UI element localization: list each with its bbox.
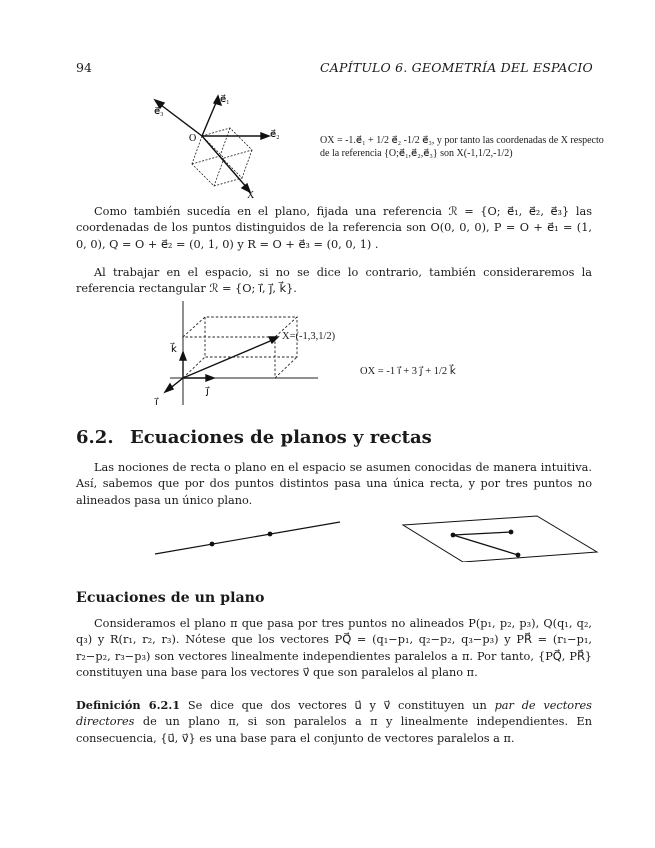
- paragraph1-text: Como también sucedía en el plano, fijada una referencia ℛ = {O; e⃗₁, e⃗₂, e⃗₃} las coordenadas de los puntos distinguidos de la referencia son O(0, 0, 0), P = O + e⃗₁ = (1, 0, 0), Q = O + e⃗₂ = (0, 1, 0) y R = O + e⃗₃ = (0, 0, 1) .: [76, 205, 592, 251]
- figure1-caption-line1: OX = -1.e⃗₁ + 1/2 e⃗₂ -1/2 e⃗₃, y por tanto las coordenadas de X respecto: [320, 135, 604, 146]
- figure-line-and-plane: [150, 512, 600, 562]
- paragraph2-text: Al trabajar en el espacio, si no se dice lo contrario, también consideraremos la referencia rectangular ℛ = {O; i⃗, j⃗, k⃗}.: [76, 266, 592, 296]
- figure3-line-point-b: [268, 532, 273, 537]
- figure-rectangular-box: [150, 297, 325, 412]
- figure1-caption: [320, 134, 604, 160]
- definition-term: par de vectores directores: [76, 699, 592, 729]
- paragraph-notions: [76, 460, 592, 509]
- figure2-label-j: j⃗: [206, 386, 209, 397]
- figure3-plane-segment-1: [453, 532, 511, 535]
- definition-text-before: Se dice que dos vectores u⃗ y v⃗ constituyen un: [180, 699, 495, 712]
- paragraph3-text: Las nociones de recta o plano en el espacio se asumen conocidas de manera intuitiva. Así, sabemos que por dos puntos distintos pasa una única recta, y por tres puntos no alineados pasa un único plano.: [76, 461, 592, 507]
- paragraph-rectangular-reference: [76, 265, 592, 298]
- vector-e3-line: [157, 102, 202, 136]
- vector-ox2-line: [183, 339, 275, 378]
- section-title: Ecuaciones de planos y rectas: [130, 427, 432, 448]
- definition-block: [76, 697, 592, 747]
- vector-k-arrowhead: [180, 352, 186, 360]
- figure1-label-e3: e⃗₃: [154, 106, 164, 117]
- figure-oblique-basis: [140, 88, 290, 200]
- figure2-point-label: X=(-1,3,1/2): [282, 331, 336, 342]
- running-title: CAPÍTULO 6. GEOMETRÍA DEL ESPACIO: [320, 60, 593, 75]
- figure1-label-O: O: [189, 133, 197, 144]
- vector-ox2-arrowhead: [269, 337, 278, 343]
- definition-text-after: de un plano π, si son paralelos a π y linealmente independientes. En consecuencia, {u⃗, v⃗} es una base para el conjunto de vectores paralelos a π.: [76, 715, 592, 745]
- figure2-box: [183, 317, 297, 378]
- figure3-plane-point-q: [509, 530, 514, 535]
- figure2-label-k: k⃗: [171, 344, 177, 355]
- figure3-plane-point-p: [451, 533, 456, 538]
- figure3-line: [155, 522, 340, 554]
- figure1-label-e2: e⃗₂: [270, 129, 280, 140]
- section-heading: [76, 427, 432, 448]
- vector-j-arrowhead: [206, 375, 214, 381]
- page-number: 94: [76, 60, 92, 75]
- figure1-label-e1: e⃗₁: [220, 94, 230, 105]
- paragraph-reference-coordinates: [76, 204, 592, 253]
- vector-e2-arrowhead: [261, 133, 269, 139]
- section-number: 6.2.: [76, 427, 114, 448]
- vector-i-arrowhead: [165, 384, 173, 392]
- figure1-label-X: X: [247, 190, 255, 200]
- paragraph-plane-vectors: [76, 616, 592, 681]
- figure3-plane-point-r: [516, 553, 521, 558]
- figure3-line-point-a: [210, 542, 215, 547]
- figure2-equation: OX = -1 i⃗ + 3 j⃗ + 1/2 k⃗: [360, 366, 456, 377]
- figure1-caption-line2: de la referencia {O;e⃗₁,e⃗₂,e⃗₃} son X(-1,1/2,-1/2): [320, 148, 513, 159]
- figure3-plane-segment-2: [453, 535, 518, 555]
- figure2-label-i: i⃗: [155, 397, 158, 408]
- figure3-plane: [403, 516, 597, 562]
- paragraph4-text: Consideramos el plano π que pasa por tres puntos no alineados P(p₁, p₂, p₃), Q(q₁, q₂, q₃) y R(r₁, r₂, r₃). Nótese que los vectores PQ⃗ = (q₁−p₁, q₂−p₂, q₃−p₃) y PR⃗ = (r₁−p₁, r₂−p₂, r₃−p₃) son vectores linealmente independientes paralelos a π. Por tanto, {PQ⃗, PR⃗} constituyen una base para los vectores v⃗ que son paralelos al plano π.: [76, 617, 592, 679]
- subsection-heading: Ecuaciones de un plano: [76, 590, 265, 606]
- definition-label: Definición 6.2.1: [76, 698, 181, 712]
